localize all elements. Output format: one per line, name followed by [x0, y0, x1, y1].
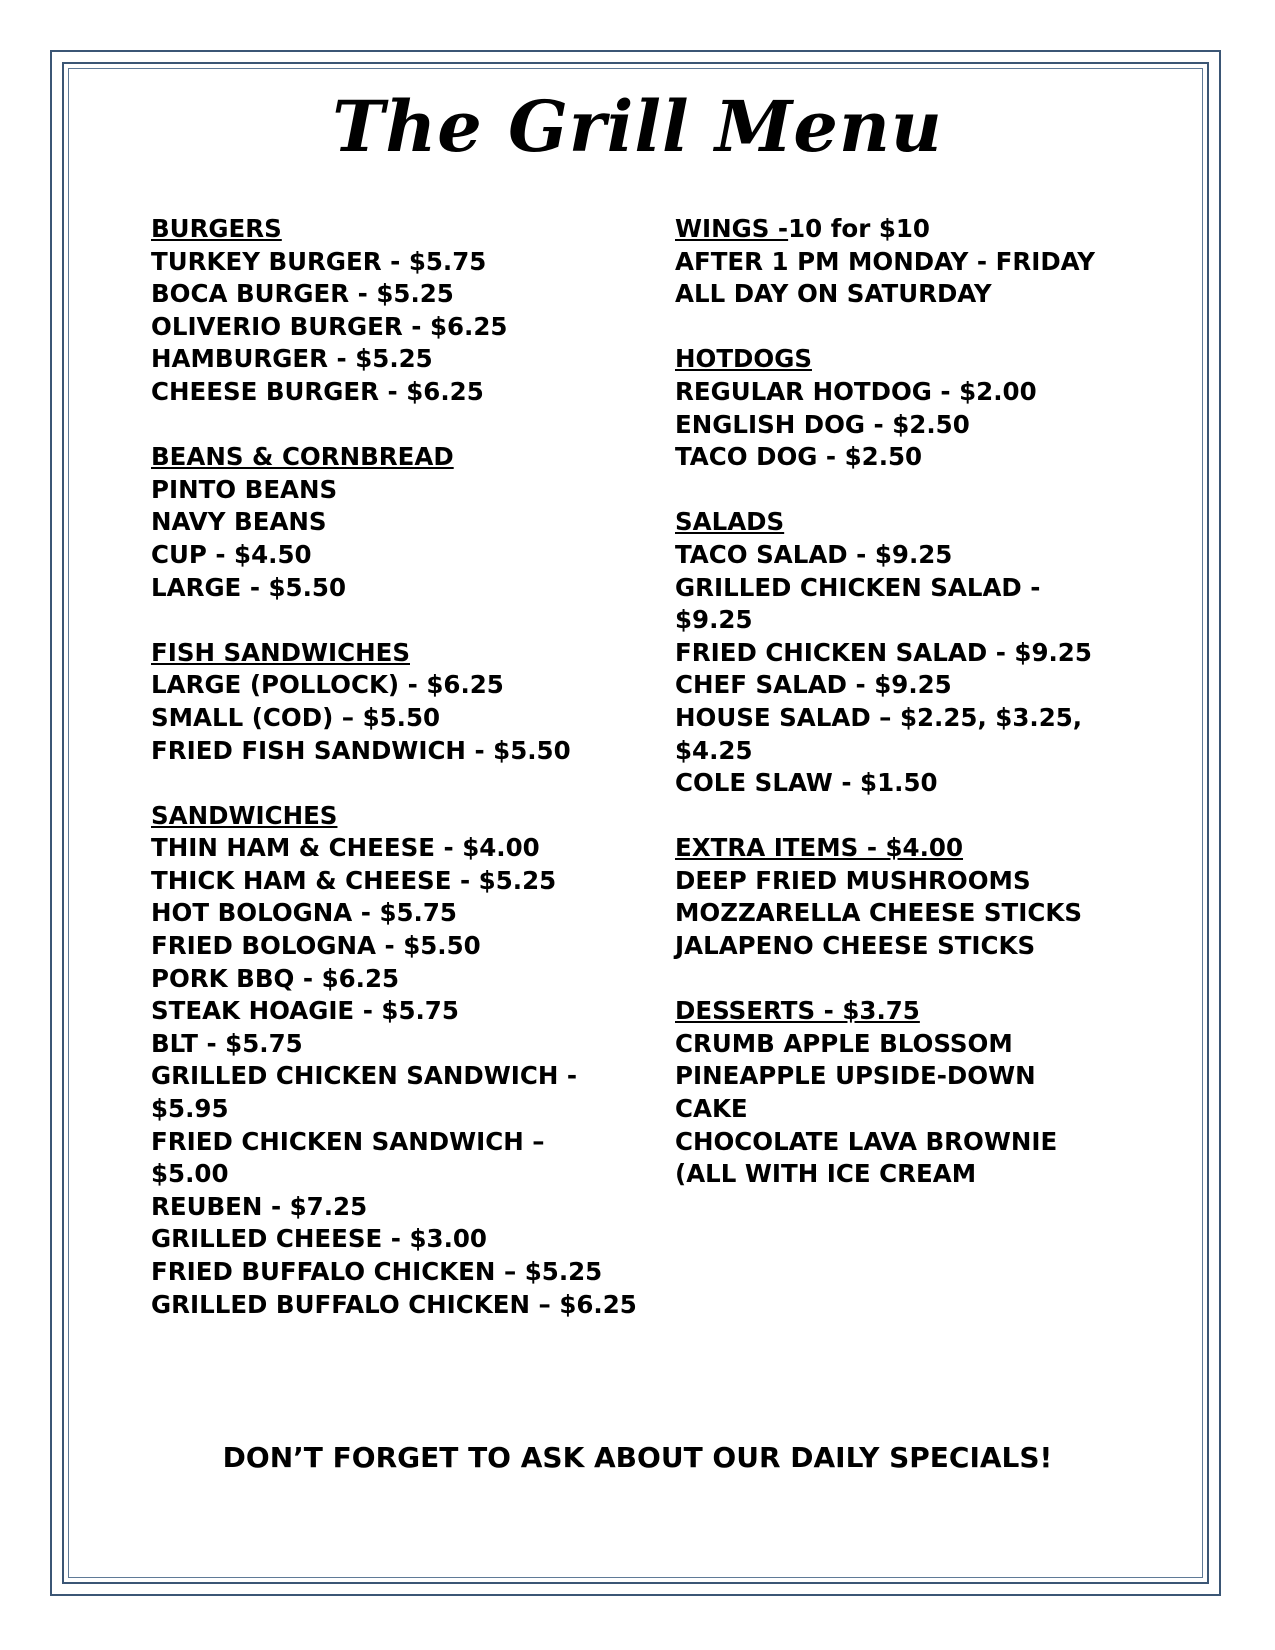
section-heading-line — [675, 213, 1135, 246]
menu-item: LARGE (POLLOCK) - $6.25 — [151, 670, 504, 700]
menu-item: LARGE - $5.50 — [151, 572, 347, 602]
menu-item: GRILLED BUFFALO CHICKEN – $6.25 — [151, 1289, 637, 1319]
menu-item: DEEP FRIED MUSHROOMS — [675, 865, 1031, 895]
menu-item: CUP - $4.50 — [151, 539, 312, 569]
menu-item: TURKEY BURGER - $5.75 — [151, 246, 487, 276]
menu-item: $5.00 — [151, 1159, 229, 1189]
menu-item: $4.25 — [675, 735, 753, 765]
section-salads — [675, 506, 1135, 799]
menu-item: GRILLED CHICKEN SANDWICH - — [151, 1061, 578, 1091]
section-heading: HOTDOGS — [675, 344, 812, 374]
menu-item: JALAPENO CHEESE STICKS — [675, 931, 1036, 961]
menu-item: ALL DAY ON SATURDAY — [675, 279, 992, 309]
menu-item: $9.25 — [675, 605, 753, 635]
section-desserts — [675, 995, 1135, 1191]
menu-item: CHOCOLATE LAVA BROWNIE — [675, 1126, 1058, 1156]
menu-title: The Grill Menu — [332, 85, 943, 168]
daily-specials-note: DON’T FORGET TO ASK ABOUT OUR DAILY SPECIALS! — [222, 1441, 1053, 1474]
menu-item: HAMBURGER - $5.25 — [151, 344, 433, 374]
menu-item: PINTO BEANS — [151, 474, 338, 504]
menu-item: OLIVERIO BURGER - $6.25 — [151, 311, 508, 341]
section-heading: EXTRA ITEMS - $4.00 — [675, 833, 964, 863]
menu-item: CAKE — [675, 1094, 748, 1124]
menu-item: THICK HAM & CHEESE - $5.25 — [151, 865, 557, 895]
menu-item: REGULAR HOTDOG - $2.00 — [675, 376, 1037, 406]
menu-item: NAVY BEANS — [151, 507, 327, 537]
menu-item: MOZZARELLA CHEESE STICKS — [675, 898, 1082, 928]
menu-item: CHEESE BURGER - $6.25 — [151, 376, 484, 406]
section-heading: BEANS & CORNBREAD — [151, 442, 454, 472]
menu-item: SMALL (COD) – $5.50 — [151, 702, 441, 732]
menu-item: CRUMB APPLE BLOSSOM — [675, 1028, 1013, 1058]
section-heading: BURGERS — [151, 214, 282, 243]
menu-item: FRIED CHICKEN SALAD - $9.25 — [675, 637, 1092, 667]
menu-item: THIN HAM & CHEESE - $4.00 — [151, 833, 540, 863]
section-heading: SALADS — [675, 507, 785, 537]
menu-item: TACO SALAD - $9.25 — [675, 539, 953, 569]
section-heading: SANDWICHES — [151, 800, 338, 830]
menu-item: FRIED BUFFALO CHICKEN – $5.25 — [151, 1257, 603, 1286]
section-extra-items — [675, 832, 1135, 962]
section-heading: WINGS - — [675, 214, 789, 243]
wings-offer: 10 for $10 — [788, 214, 930, 243]
menu-item: FRIED FISH SANDWICH - $5.50 — [151, 735, 571, 765]
menu-item: BOCA BURGER - $5.25 — [151, 279, 454, 309]
menu-item: REUBEN - $7.25 — [151, 1191, 368, 1221]
section-hotdogs — [675, 343, 1135, 473]
section-sandwiches — [151, 800, 671, 1322]
menu-item: CHEF SALAD - $9.25 — [675, 670, 952, 700]
menu-item: TACO DOG - $2.50 — [675, 442, 923, 472]
menu-item: GRILLED CHEESE - $3.00 — [151, 1224, 487, 1254]
section-fish-sandwiches — [151, 637, 671, 767]
menu-item: HOUSE SALAD – $2.25, $3.25, — [675, 702, 1083, 732]
menu-column-left — [151, 213, 671, 1354]
section-burgers — [151, 213, 671, 409]
menu-item: ENGLISH DOG - $2.50 — [675, 409, 970, 439]
menu-item: STEAK HOAGIE - $5.75 — [151, 996, 459, 1026]
menu-item: AFTER 1 PM MONDAY - FRIDAY — [675, 246, 1096, 276]
menu-item: COLE SLAW - $1.50 — [675, 768, 938, 798]
section-heading: FISH SANDWICHES — [151, 637, 410, 667]
menu-item: HOT BOLOGNA - $5.75 — [151, 898, 457, 928]
menu-item: FRIED CHICKEN SANDWICH – — [151, 1126, 545, 1156]
menu-item: (ALL WITH ICE CREAM — [675, 1159, 977, 1189]
menu-column-right — [675, 213, 1135, 1223]
menu-item: FRIED BOLOGNA - $5.50 — [151, 931, 481, 961]
section-wings — [675, 213, 1135, 311]
menu-item: GRILLED CHICKEN SALAD - — [675, 572, 1041, 602]
section-beans-cornbread — [151, 441, 671, 604]
menu-item: $5.95 — [151, 1094, 229, 1124]
menu-item: PORK BBQ - $6.25 — [151, 963, 400, 993]
section-heading: DESSERTS - $3.75 — [675, 996, 920, 1026]
menu-item: PINEAPPLE UPSIDE-DOWN — [675, 1061, 1036, 1091]
menu-item: BLT - $5.75 — [151, 1028, 303, 1058]
